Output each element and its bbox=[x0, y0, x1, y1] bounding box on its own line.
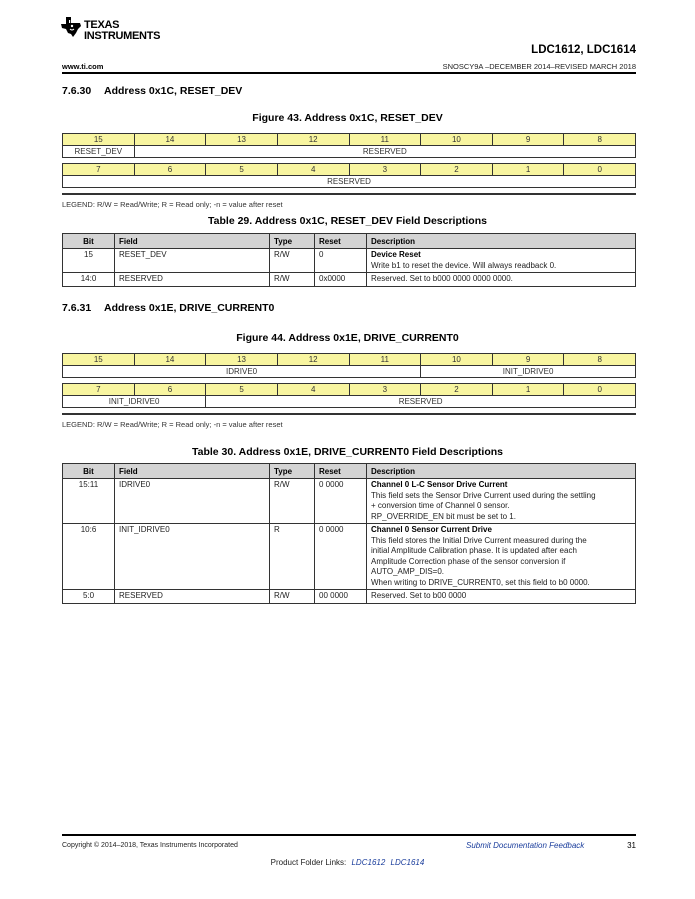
register-bottom-rule bbox=[62, 413, 636, 415]
site-link[interactable]: www.ti.com bbox=[62, 62, 104, 71]
product-folder-links bbox=[0, 858, 695, 867]
reset-cell: 0 0000 bbox=[315, 524, 367, 590]
column-header: Reset bbox=[315, 234, 367, 249]
bit-number: 8 bbox=[564, 354, 636, 366]
bit-number: 13 bbox=[206, 354, 278, 366]
table-header-row bbox=[63, 234, 636, 249]
bit-number-row bbox=[63, 384, 636, 396]
section-heading bbox=[62, 302, 274, 314]
register-field: RESERVED bbox=[63, 176, 636, 188]
bit-number: 3 bbox=[349, 384, 421, 396]
bit-number: 15 bbox=[63, 134, 135, 146]
section-heading bbox=[62, 85, 242, 97]
field-description-table bbox=[62, 233, 636, 287]
field-name-row bbox=[63, 176, 636, 188]
reset-cell: 0x0000 bbox=[315, 273, 367, 287]
bit-number: 13 bbox=[206, 134, 278, 146]
description-line: RP_OVERRIDE_EN bit must be set to 1. bbox=[371, 511, 516, 521]
bit-number: 12 bbox=[277, 134, 349, 146]
table-title: Table 30. Address 0x1E, DRIVE_CURRENT0 Field Descriptions bbox=[191, 446, 503, 458]
table-row bbox=[63, 479, 636, 524]
bit-cell: 5:0 bbox=[63, 590, 115, 604]
bit-number: 15 bbox=[63, 354, 135, 366]
field-name-row bbox=[63, 146, 636, 158]
table-row bbox=[63, 273, 636, 287]
description-cell bbox=[367, 590, 636, 604]
footer-rule bbox=[62, 834, 636, 836]
figure-title: Figure 43. Address 0x1C, RESET_DEV bbox=[252, 112, 443, 124]
bit-cell: 14:0 bbox=[63, 273, 115, 287]
register-field: INIT_IDRIVE0 bbox=[421, 366, 636, 378]
description-line: + conversion time of Channel 0 sensor. bbox=[371, 501, 510, 510]
bit-number: 5 bbox=[206, 384, 278, 396]
bit-number: 0 bbox=[564, 384, 636, 396]
bit-number: 9 bbox=[492, 354, 564, 366]
legend: LEGEND: R/W = Read/Write; R = Read only; -n = value after reset bbox=[62, 200, 283, 209]
description-line: Write b1 to reset the device. Will always readback 0. bbox=[371, 260, 557, 270]
field-name-row bbox=[63, 366, 636, 378]
reset-cell: 0 bbox=[315, 249, 367, 273]
document-title: LDC1612, LDC1614 bbox=[531, 44, 636, 56]
page-number: 31 bbox=[627, 841, 636, 850]
figure-title: Figure 44. Address 0x1E, DRIVE_CURRENT0 bbox=[236, 332, 459, 344]
bit-number: 11 bbox=[349, 354, 421, 366]
type-cell: R/W bbox=[270, 590, 315, 604]
bit-number: 1 bbox=[492, 384, 564, 396]
bit-cell: 15 bbox=[63, 249, 115, 273]
type-cell: R/W bbox=[270, 249, 315, 273]
column-header: Type bbox=[270, 464, 315, 479]
description-cell bbox=[367, 273, 636, 287]
table-title: Table 29. Address 0x1C, RESET_DEV Field Descriptions bbox=[208, 215, 487, 227]
field-cell: IDRIVE0 bbox=[115, 479, 270, 524]
type-cell: R/W bbox=[270, 273, 315, 287]
bit-number: 6 bbox=[134, 384, 206, 396]
description-line: Reserved. Set to b00 0000 bbox=[371, 591, 467, 600]
submit-feedback-link[interactable]: Submit Documentation Feedback bbox=[466, 841, 585, 850]
bit-number: 4 bbox=[277, 384, 349, 396]
description-line: When writing to DRIVE_CURRENT0, set this field to b0 0000. bbox=[371, 577, 590, 587]
product-link-ldc1612[interactable]: LDC1612 bbox=[351, 858, 386, 867]
register-field: RESET_DEV bbox=[63, 146, 135, 158]
field-cell: INIT_IDRIVE0 bbox=[115, 524, 270, 590]
bit-number: 2 bbox=[421, 164, 493, 176]
register-field: RESERVED bbox=[206, 396, 636, 408]
ti-logo bbox=[60, 16, 170, 48]
bit-cell: 10:6 bbox=[63, 524, 115, 590]
description-title: Device Reset bbox=[371, 250, 421, 259]
bit-number: 11 bbox=[349, 134, 421, 146]
section-title: Address 0x1C, RESET_DEV bbox=[104, 85, 243, 97]
bit-number: 4 bbox=[277, 164, 349, 176]
column-header: Description bbox=[367, 464, 636, 479]
table-row bbox=[63, 249, 636, 273]
legend: LEGEND: R/W = Read/Write; R = Read only; -n = value after reset bbox=[62, 420, 283, 429]
bit-number: 6 bbox=[134, 164, 206, 176]
bit-number-row bbox=[63, 134, 636, 146]
field-cell: RESERVED bbox=[115, 590, 270, 604]
bit-number: 14 bbox=[134, 134, 206, 146]
product-link-ldc1614[interactable]: LDC1614 bbox=[390, 858, 425, 867]
bit-number: 8 bbox=[564, 134, 636, 146]
bit-number: 7 bbox=[63, 384, 135, 396]
register-field: IDRIVE0 bbox=[63, 366, 421, 378]
texas-state-icon bbox=[60, 16, 82, 38]
description-line: Amplitude Correction phase of the sensor conversion if bbox=[371, 556, 566, 566]
register-diagram bbox=[62, 133, 636, 188]
field-description-table bbox=[62, 463, 636, 604]
column-header: Bit bbox=[63, 234, 115, 249]
bit-number: 5 bbox=[206, 164, 278, 176]
column-header: Field bbox=[115, 464, 270, 479]
column-header: Type bbox=[270, 234, 315, 249]
bit-number: 0 bbox=[564, 164, 636, 176]
bit-number: 10 bbox=[421, 134, 493, 146]
description-line: Reserved. Set to b000 0000 0000 0000. bbox=[371, 274, 513, 283]
product-links-label: Product Folder Links: bbox=[270, 858, 347, 867]
bit-number: 1 bbox=[492, 164, 564, 176]
description-line: This field stores the Initial Drive Current measured during the bbox=[371, 535, 587, 545]
column-header: Field bbox=[115, 234, 270, 249]
register-field: RESERVED bbox=[134, 146, 635, 158]
logo-line2: INSTRUMENTS bbox=[84, 30, 161, 42]
bit-number-row bbox=[63, 354, 636, 366]
copyright: Copyright © 2014–2018, Texas Instruments Incorporated bbox=[62, 842, 238, 849]
section-title: Address 0x1E, DRIVE_CURRENT0 bbox=[104, 302, 275, 314]
description-line: AUTO_AMP_DIS=0. bbox=[371, 567, 444, 576]
section-number: 7.6.31 bbox=[62, 302, 92, 314]
description-title: Channel 0 Sensor Current Drive bbox=[371, 525, 492, 534]
logo-text bbox=[84, 20, 160, 42]
table-header-row bbox=[63, 464, 636, 479]
column-header: Description bbox=[367, 234, 636, 249]
description-line: initial Amplitude Calibration phase. It is updated after each bbox=[371, 546, 577, 555]
description-cell bbox=[367, 249, 636, 273]
field-name-row bbox=[63, 396, 636, 408]
bit-number: 12 bbox=[277, 354, 349, 366]
bit-number: 2 bbox=[421, 384, 493, 396]
header-rule bbox=[62, 72, 636, 74]
bit-number: 14 bbox=[134, 354, 206, 366]
column-header: Bit bbox=[63, 464, 115, 479]
bit-number-row bbox=[63, 164, 636, 176]
description-title: Channel 0 L-C Sensor Drive Current bbox=[371, 480, 508, 489]
document-number: SNOSCY9A –DECEMBER 2014–REVISED MARCH 2018 bbox=[442, 62, 636, 71]
table-row bbox=[63, 590, 636, 604]
description-cell bbox=[367, 479, 636, 524]
table-row bbox=[63, 524, 636, 590]
column-header: Reset bbox=[315, 464, 367, 479]
type-cell: R bbox=[270, 524, 315, 590]
section-number: 7.6.30 bbox=[62, 85, 92, 97]
register-diagram bbox=[62, 353, 636, 408]
description-line: This field sets the Sensor Drive Current used during the settling bbox=[371, 490, 596, 500]
bit-number: 3 bbox=[349, 164, 421, 176]
description-cell bbox=[367, 524, 636, 590]
reset-cell: 00 0000 bbox=[315, 590, 367, 604]
bit-number: 7 bbox=[63, 164, 135, 176]
register-bottom-rule bbox=[62, 193, 636, 195]
field-cell: RESERVED bbox=[115, 273, 270, 287]
bit-number: 9 bbox=[492, 134, 564, 146]
logo-line1: TEXAS bbox=[84, 19, 120, 31]
reset-cell: 0 0000 bbox=[315, 479, 367, 524]
type-cell: R/W bbox=[270, 479, 315, 524]
field-cell: RESET_DEV bbox=[115, 249, 270, 273]
bit-cell: 15:11 bbox=[63, 479, 115, 524]
register-field: INIT_IDRIVE0 bbox=[63, 396, 206, 408]
bit-number: 10 bbox=[421, 354, 493, 366]
